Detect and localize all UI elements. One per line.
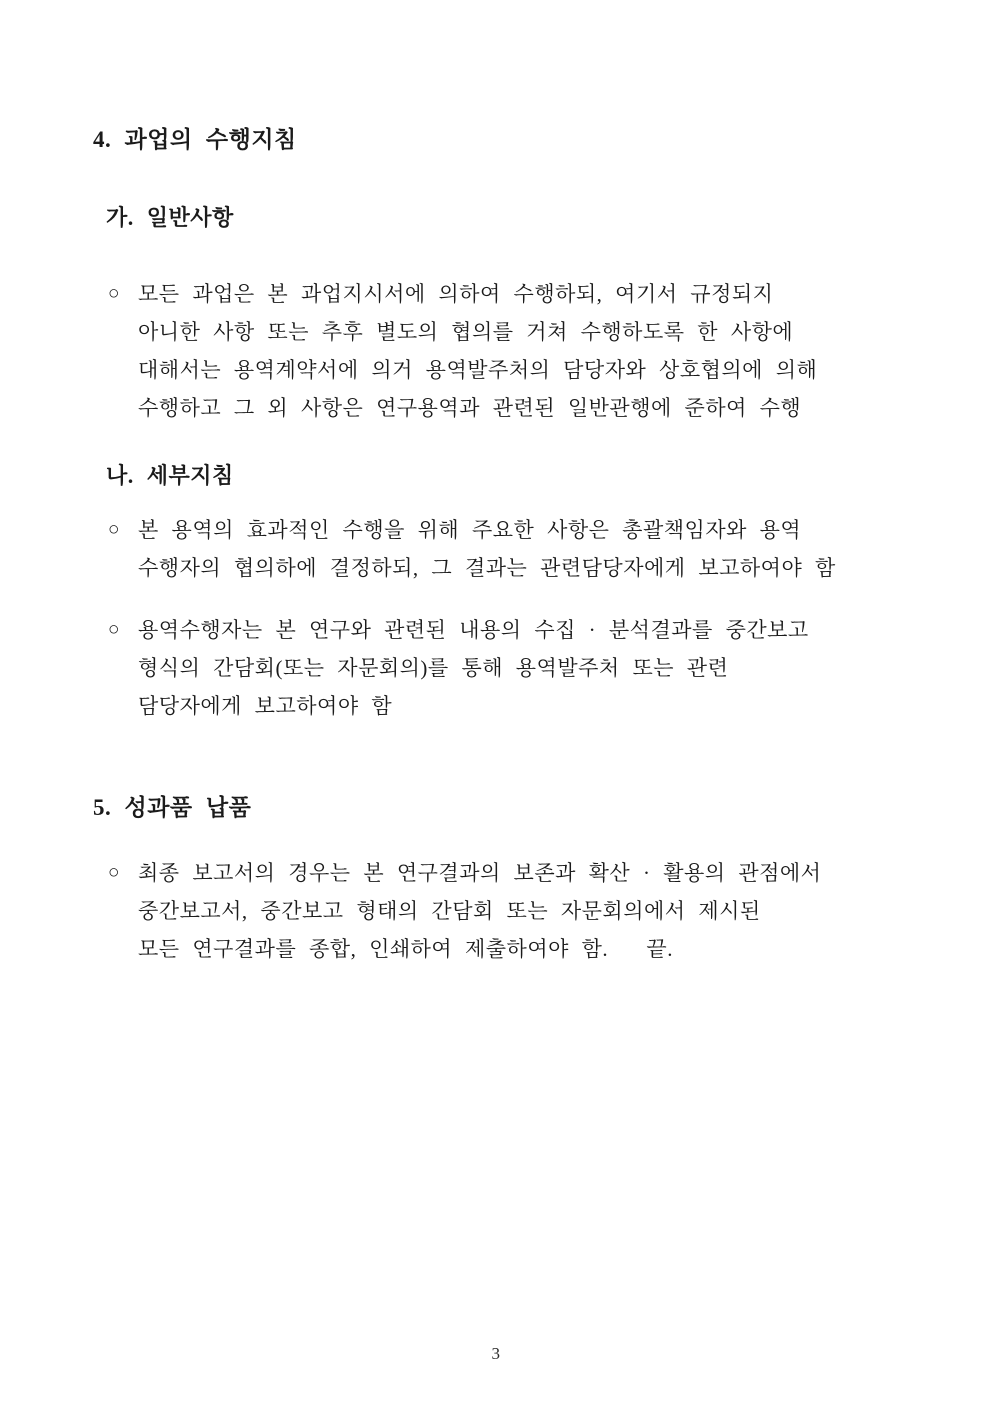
text-line: 담당자에게 보고하여야 함	[138, 694, 393, 718]
text-line: 최종 보고서의 경우는 본 연구결과의 보존과 확산 · 활용의 관점에서	[138, 861, 822, 885]
text-line: 형식의 간담회(또는 자문회의)를 통해 용역발주처 또는 관련	[138, 656, 729, 680]
bullet-item-deliverable	[108, 854, 897, 968]
section-4-heading: 4. 과업의 수행지침	[93, 127, 297, 152]
circle-bullet-icon: ○	[108, 862, 120, 883]
text-line: 수행자의 협의하에 결정하되, 그 결과는 관련담당자에게 보고하여야 함	[138, 556, 836, 580]
bullet-item-general	[108, 275, 897, 427]
section-4a-heading: 가. 일반사항	[106, 205, 234, 230]
text-line: 본 용역의 효과적인 수행을 위해 주요한 사항은 총괄책임자와 용역	[138, 518, 802, 542]
page-number: 3	[491, 1344, 501, 1363]
text-line: 중간보고서, 중간보고 형태의 간담회 또는 자문회의에서 제시된	[138, 899, 761, 923]
text-line: 모든 연구결과를 종합, 인쇄하여 제출하여야 함. 끝.	[138, 937, 673, 961]
bullet-item-detail-2	[108, 611, 897, 725]
bullet-text	[138, 611, 897, 725]
bullet-text	[138, 511, 897, 587]
bullet-item-detail-1	[108, 511, 897, 587]
bullet-text	[138, 854, 897, 968]
text-line: 모든 과업은 본 과업지시서에 의하여 수행하되, 여기서 규정되지	[138, 282, 774, 306]
text-line: 용역수행자는 본 연구와 관련된 내용의 수집 · 분석결과를 중간보고	[138, 618, 809, 642]
page-footer	[0, 1344, 992, 1364]
section-5-heading: 5. 성과품 납품	[93, 795, 252, 820]
circle-bullet-icon: ○	[108, 519, 120, 540]
text-line: 대해서는 용역계약서에 의거 용역발주처의 담당자와 상호협의에 의해	[138, 358, 818, 382]
section-4b-heading: 나. 세부지침	[106, 463, 234, 488]
text-line: 아니한 사항 또는 추후 별도의 협의를 거쳐 수행하도록 한 사항에	[138, 320, 794, 344]
bullet-text	[138, 275, 897, 427]
text-line: 수행하고 그 외 사항은 연구용역과 관련된 일반관행에 준하여 수행	[138, 396, 802, 420]
circle-bullet-icon: ○	[108, 619, 120, 640]
circle-bullet-icon: ○	[108, 283, 120, 304]
